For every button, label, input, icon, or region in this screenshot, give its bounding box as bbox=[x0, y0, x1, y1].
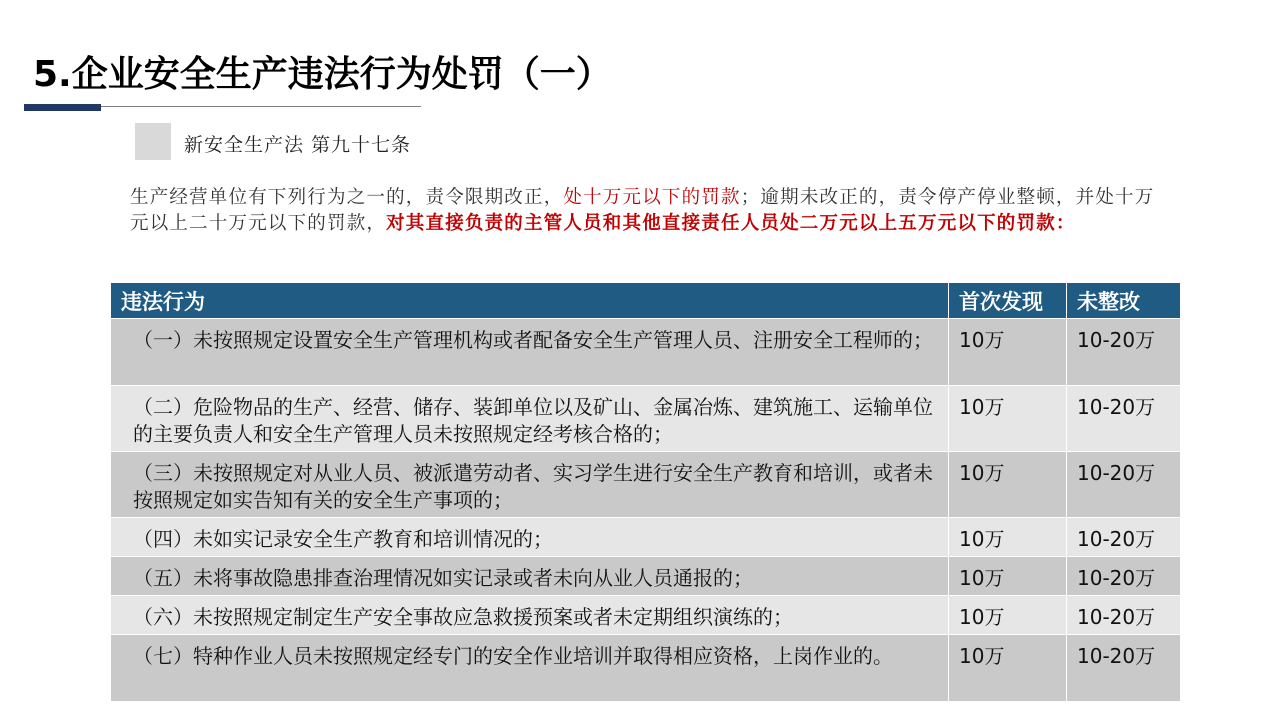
paragraph-highlight-fine: 处十万元以下的罚款 bbox=[563, 187, 741, 208]
table-row bbox=[111, 518, 1181, 557]
table-row bbox=[111, 596, 1181, 635]
header-violation: 违法行为 bbox=[111, 283, 949, 319]
table-row bbox=[111, 635, 1181, 702]
title-underline bbox=[101, 106, 421, 107]
violation-cell: （七）特种作业人员未按照规定经专门的安全作业培训并取得相应资格，上岗作业的。 bbox=[111, 635, 949, 702]
table-header-row bbox=[111, 283, 1181, 319]
table-row bbox=[111, 386, 1181, 452]
repeat-fine-cell: 10-20万 bbox=[1067, 319, 1181, 386]
subtitle-marker bbox=[135, 123, 171, 160]
header-not-rectified: 未整改 bbox=[1067, 283, 1181, 319]
first-fine-cell: 10万 bbox=[949, 386, 1067, 452]
law-paragraph bbox=[130, 185, 1170, 237]
page-title: 5.企业安全生产违法行为处罚（一） bbox=[33, 54, 612, 95]
header-first-found: 首次发现 bbox=[949, 283, 1067, 319]
table-row bbox=[111, 557, 1181, 596]
violation-cell: （四）未如实记录安全生产教育和培训情况的； bbox=[111, 518, 949, 557]
penalty-table bbox=[110, 282, 1181, 702]
first-fine-cell: 10万 bbox=[949, 635, 1067, 702]
paragraph-text-1: 生产经营单位有下列行为之一的，责令限期改正， bbox=[130, 187, 564, 208]
first-fine-cell: 10万 bbox=[949, 557, 1067, 596]
first-fine-cell: 10万 bbox=[949, 596, 1067, 635]
repeat-fine-cell: 10-20万 bbox=[1067, 386, 1181, 452]
table-row bbox=[111, 319, 1181, 386]
repeat-fine-cell: 10-20万 bbox=[1067, 518, 1181, 557]
paragraph-highlight-personal-fine: 对其直接负责的主管人员和其他直接责任人员处二万元以上五万元以下的罚款： bbox=[386, 213, 1076, 234]
violation-cell: （五）未将事故隐患排查治理情况如实记录或者未向从业人员通报的； bbox=[111, 557, 949, 596]
repeat-fine-cell: 10-20万 bbox=[1067, 635, 1181, 702]
paragraph-text-2: ；逾期未改正的，责令停产停业整顿，并处十万元以上二十万元以下的罚款， bbox=[130, 187, 1155, 234]
first-fine-cell: 10万 bbox=[949, 518, 1067, 557]
violation-cell: （六）未按照规定制定生产安全事故应急救援预案或者未定期组织演练的； bbox=[111, 596, 949, 635]
violation-cell: （三）未按照规定对从业人员、被派遣劳动者、实习学生进行安全生产教育和培训，或者未按照规定如实告知有关的安全生产事项的； bbox=[111, 452, 949, 518]
repeat-fine-cell: 10-20万 bbox=[1067, 557, 1181, 596]
violation-cell: （二）危险物品的生产、经营、储存、装卸单位以及矿山、金属冶炼、建筑施工、运输单位的主要负责人和安全生产管理人员未按照规定经考核合格的； bbox=[111, 386, 949, 452]
first-fine-cell: 10万 bbox=[949, 452, 1067, 518]
repeat-fine-cell: 10-20万 bbox=[1067, 452, 1181, 518]
repeat-fine-cell: 10-20万 bbox=[1067, 596, 1181, 635]
first-fine-cell: 10万 bbox=[949, 319, 1067, 386]
subtitle: 新安全生产法 第九十七条 bbox=[184, 134, 412, 156]
table-row bbox=[111, 452, 1181, 518]
title-underline-accent bbox=[24, 104, 101, 111]
violation-cell: （一）未按照规定设置安全生产管理机构或者配备安全生产管理人员、注册安全工程师的； bbox=[111, 319, 949, 386]
